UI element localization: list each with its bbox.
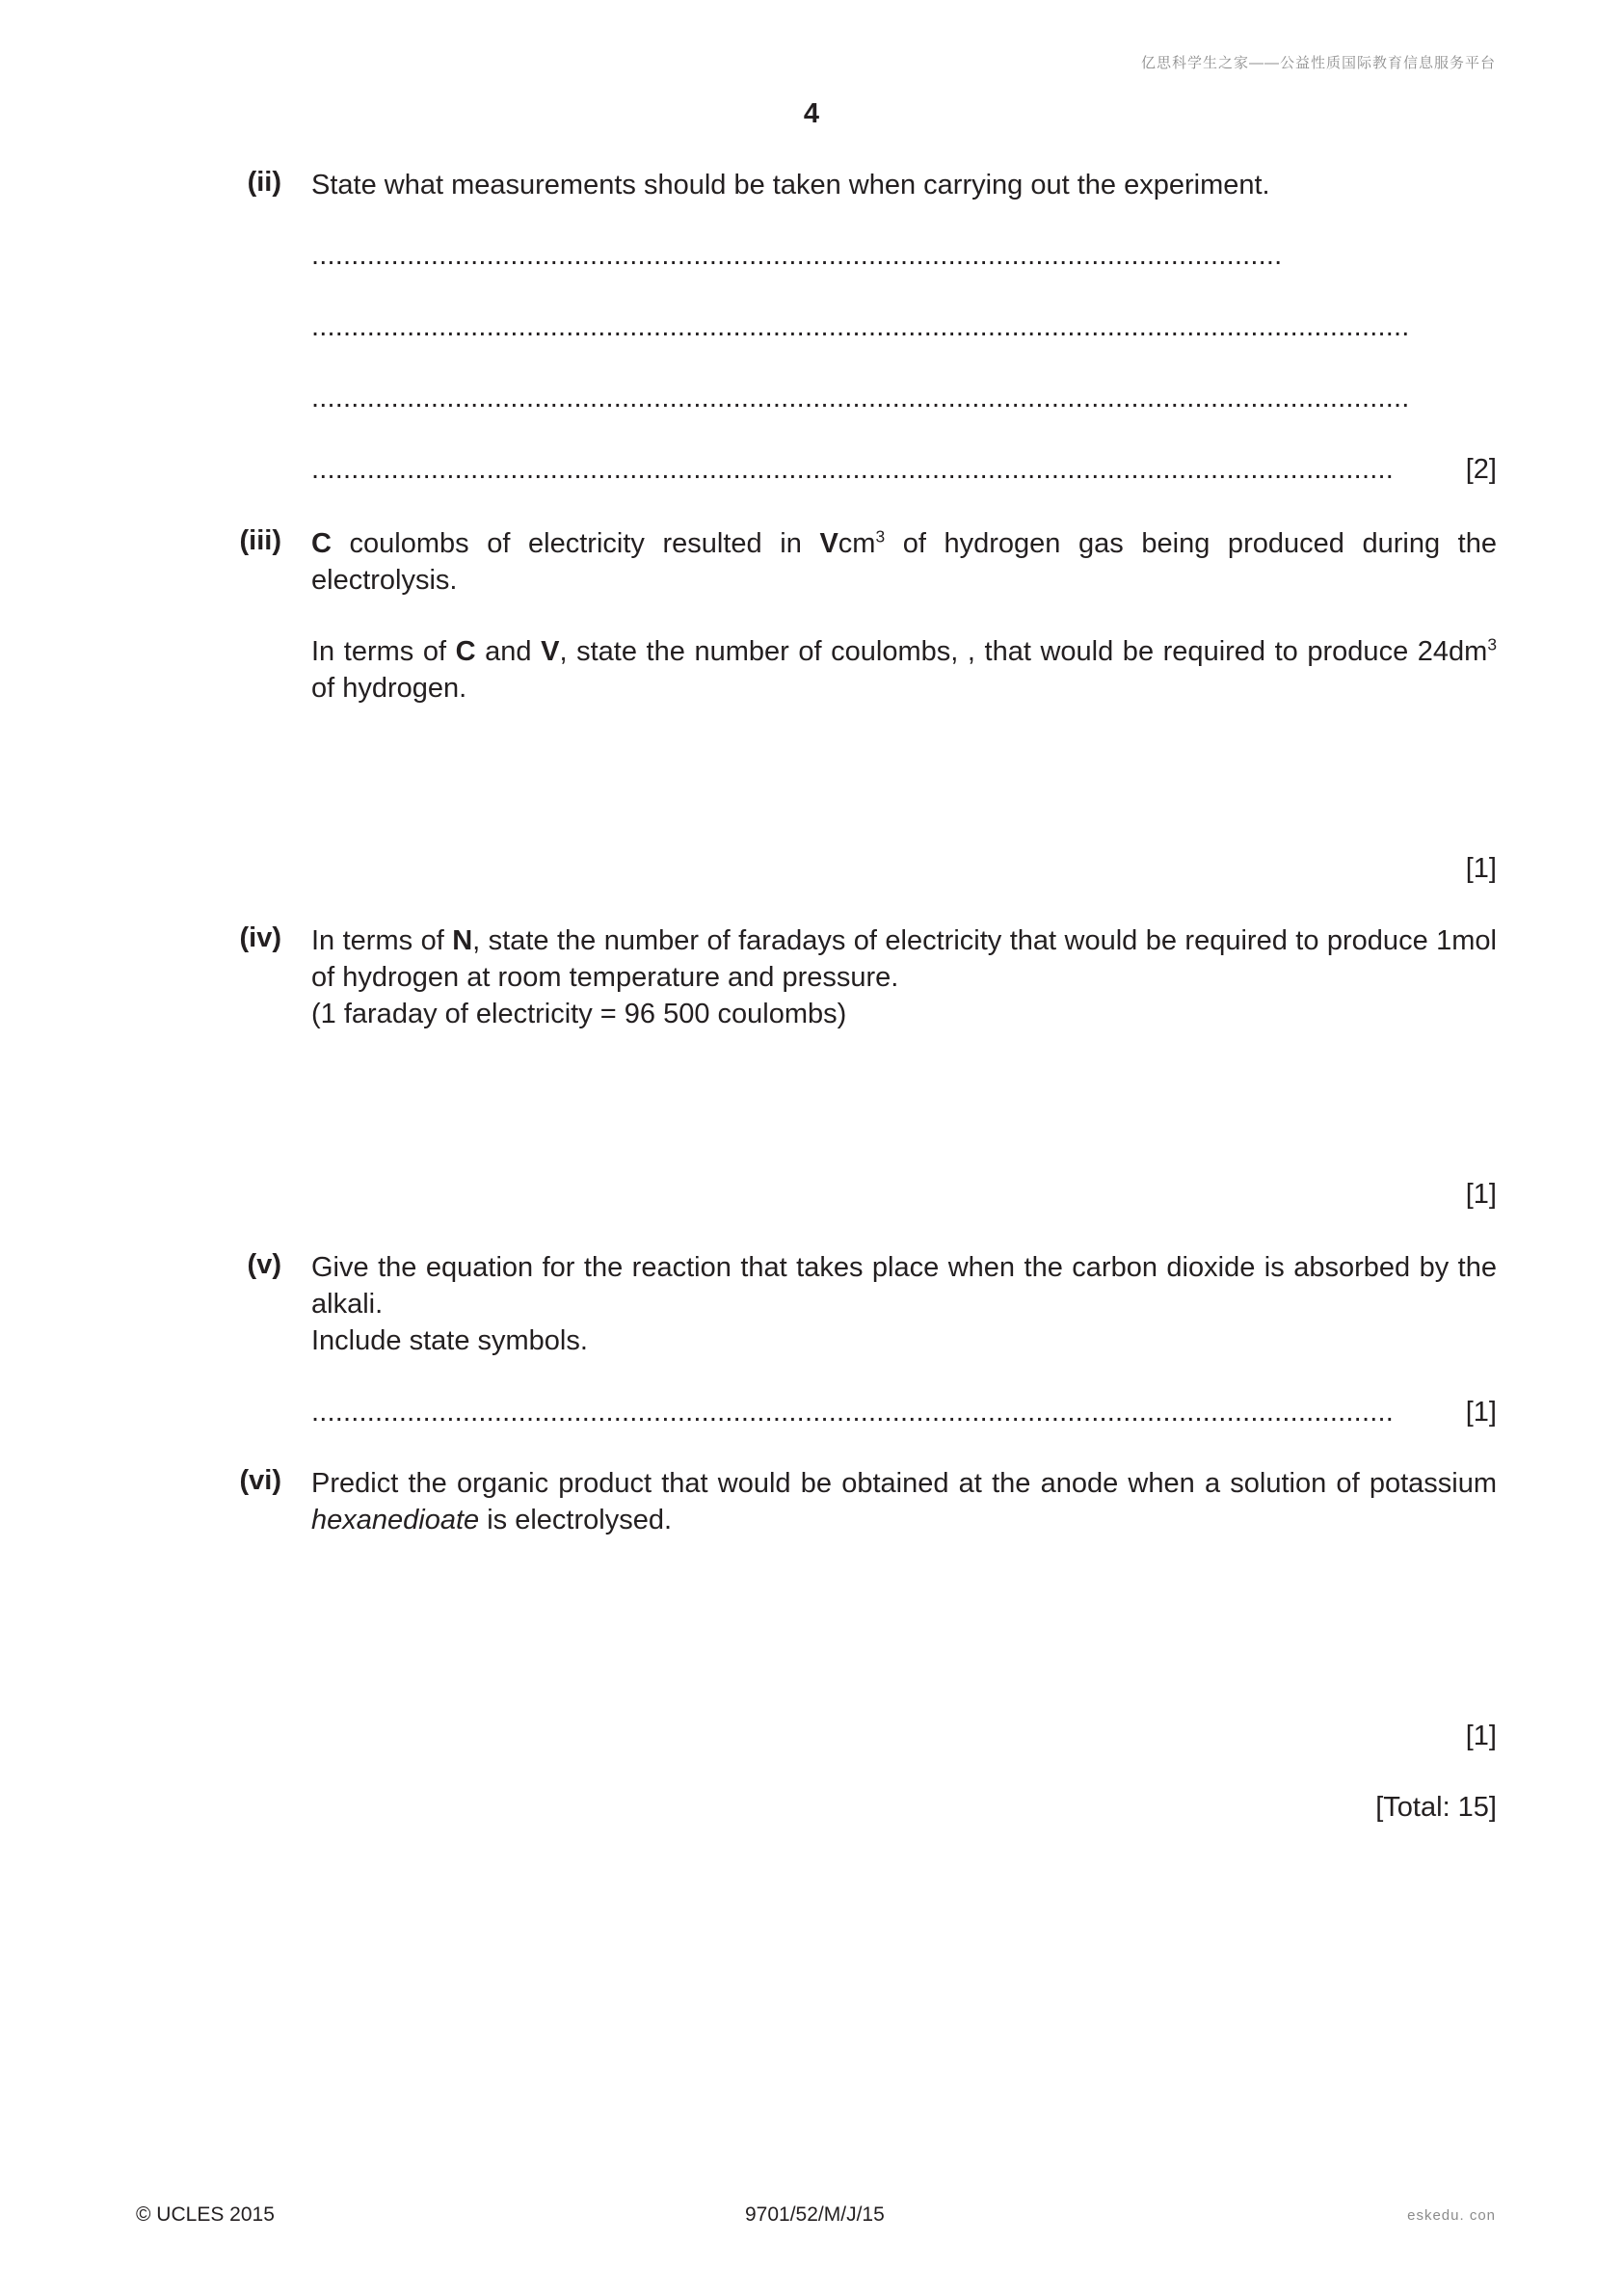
question-vi-label: (vi)	[239, 1465, 281, 1496]
question-v-label: (v)	[247, 1249, 281, 1280]
question-ii-label: (ii)	[247, 167, 281, 198]
marks-label: [2]	[1465, 454, 1497, 485]
question-vi-text: Predict the organic product that would be obtained at the anode when a solution of potassium hexanedioate is electrolysed.	[311, 1468, 1497, 1535]
footer-site: eskedu. con	[1407, 2207, 1496, 2224]
question-ii-text: State what measurements should be taken when carrying out the experiment.	[311, 170, 1270, 200]
answer-line: ..........................................................................................................................................	[311, 311, 1410, 342]
question-iv-note: (1 faraday of electricity = 96 500 coulombs)	[311, 999, 847, 1029]
marks-label: [1]	[1465, 1721, 1497, 1751]
marks-label: [1]	[1465, 853, 1497, 884]
question-iv-label: (iv)	[239, 922, 281, 953]
answer-line: ..........................................................................................................................	[311, 240, 1283, 271]
footer-copyright: © UCLES 2015	[136, 2203, 275, 2226]
answer-line: ........................................................................................................................................	[311, 1397, 1394, 1428]
marks-label: [1]	[1465, 1179, 1497, 1210]
question-v-instruction: Include state symbols.	[311, 1325, 588, 1356]
footer-paper-code: 9701/52/M/J/15	[745, 2203, 885, 2226]
question-iii-instruction: In terms of C and V, state the number of coulombs, , that would be required to produce $24dm^3$ of hydrogen.	[311, 634, 1497, 704]
total-marks: [Total: 15]	[1375, 1792, 1497, 1823]
answer-line: ........................................................................................................................................	[311, 454, 1394, 485]
marks-label: [1]	[1465, 1397, 1497, 1428]
watermark-text: 亿思科学生之家——公益性质国际教育信息服务平台	[1140, 55, 1496, 71]
answer-line: ..........................................................................................................................................	[311, 383, 1410, 414]
question-v-text: Give the equation for the reaction that takes place when the carbon dioxide is absorbed by the alkali.	[311, 1252, 1497, 1320]
question-iii-text: C coulombs of electricity resulted in Vcm$^3$ of hydrogen gas being produced during the electrolysis.	[311, 526, 1497, 596]
question-iii-label: (iii)	[239, 525, 281, 556]
question-iv-text: In terms of N, state the number of faradays of electricity that would be required to produce 1mol of hydrogen at room temperature and pressure.	[311, 925, 1497, 993]
page-number: 4	[803, 98, 820, 129]
